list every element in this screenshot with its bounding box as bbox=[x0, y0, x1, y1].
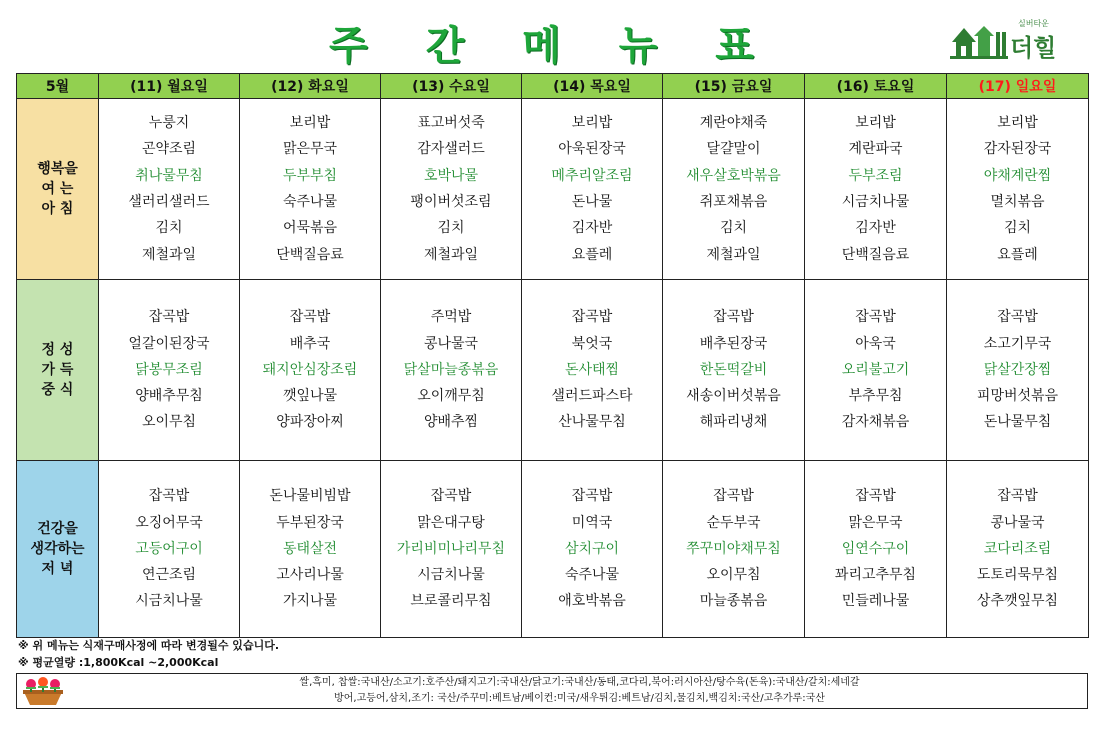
logo bbox=[950, 18, 1080, 64]
menu-item: 호박나물 bbox=[423, 167, 479, 184]
menu-item: 계란파국 bbox=[848, 141, 903, 158]
menu-item: 맑은대구탕 bbox=[417, 514, 485, 531]
menu-item: 잡곡밥 bbox=[571, 309, 613, 326]
menu-item: 고등어구이 bbox=[135, 540, 203, 557]
menu-item: 새우살호박볶음 bbox=[686, 167, 781, 184]
menu-item: 돼지안심장조림 bbox=[262, 361, 358, 378]
menu-item: 가지나물 bbox=[282, 593, 338, 610]
menu-item: 요플레 bbox=[997, 246, 1038, 263]
menu-item: 연근조림 bbox=[141, 567, 197, 584]
day-header: (15) 금요일 bbox=[663, 74, 805, 99]
menu-item: 맑은무국 bbox=[848, 514, 903, 531]
origin-text bbox=[77, 675, 1082, 707]
menu-cell bbox=[240, 461, 381, 638]
menu-item: 산나물무침 bbox=[558, 414, 626, 431]
menu-item: 돈나물 bbox=[571, 194, 613, 210]
menu-item: 김치 bbox=[719, 220, 748, 237]
menu-item: 소고기무국 bbox=[983, 335, 1052, 352]
menu-item: 코다리조림 bbox=[983, 540, 1052, 557]
menu-item: 김치 bbox=[1003, 220, 1032, 237]
menu-item: 잡곡밥 bbox=[148, 309, 190, 326]
menu-item: 아욱국 bbox=[855, 335, 896, 352]
menu-item: 얼갈이된장국 bbox=[128, 335, 210, 352]
menu-item: 잡곡밥 bbox=[713, 488, 754, 505]
menu-item: 동태살전 bbox=[282, 540, 338, 557]
day-header: (13) 수요일 bbox=[381, 74, 522, 99]
menu-item: 제철과일 bbox=[423, 246, 479, 263]
menu-item: 팽이버섯조림 bbox=[410, 194, 492, 210]
menu-item: 오이깨무침 bbox=[417, 388, 485, 405]
menu-item: 두부부침 bbox=[282, 167, 338, 184]
menu-cell bbox=[663, 461, 805, 638]
menu-item: 고사리나물 bbox=[276, 567, 344, 584]
menu-item: 배추국 bbox=[289, 335, 331, 352]
origin-info-box bbox=[16, 673, 1088, 709]
menu-item: 달걀말이 bbox=[706, 141, 761, 158]
menu-cell bbox=[240, 99, 381, 280]
menu-item: 멸치볶음 bbox=[990, 194, 1045, 210]
menu-cell bbox=[805, 99, 947, 280]
menu-item: 깻잎나물 bbox=[282, 388, 338, 405]
menu-cell bbox=[663, 280, 805, 461]
menu-item: 꽈리고추무침 bbox=[834, 567, 917, 584]
menu-item: 시금치나물 bbox=[841, 194, 910, 210]
menu-item: 잡곡밥 bbox=[713, 309, 754, 326]
month-cell: 5월 bbox=[17, 74, 99, 99]
page-title: 주 간 메 뉴 표 bbox=[329, 23, 776, 69]
menu-item: 순두부국 bbox=[706, 514, 761, 531]
menu-item: 보리밥 bbox=[289, 115, 331, 132]
menu-item: 마늘종볶음 bbox=[699, 593, 768, 610]
menu-cell bbox=[947, 99, 1089, 280]
menu-item: 표고버섯죽 bbox=[417, 115, 485, 132]
menu-item: 보리밥 bbox=[571, 115, 613, 132]
menu-item: 미역국 bbox=[571, 514, 613, 531]
menu-item: 감자된장국 bbox=[983, 141, 1052, 158]
meal-label: 건강을 생각하는 저 녁 bbox=[17, 461, 99, 638]
menu-item: 잡곡밥 bbox=[430, 488, 472, 505]
menu-item: 쭈꾸미야채무침 bbox=[686, 540, 781, 557]
dinner-row bbox=[17, 461, 1089, 638]
menu-item: 김자반 bbox=[855, 220, 896, 237]
day-header: (16) 토요일 bbox=[805, 74, 947, 99]
menu-item: 민들레나물 bbox=[841, 593, 910, 610]
menu-item: 애호박볶음 bbox=[558, 593, 626, 610]
menu-item: 보리밥 bbox=[855, 115, 896, 132]
menu-cell bbox=[381, 280, 522, 461]
menu-cell bbox=[381, 99, 522, 280]
menu-cell bbox=[947, 280, 1089, 461]
menu-item: 삼치구이 bbox=[564, 540, 620, 557]
menu-item: 오리불고기 bbox=[841, 361, 910, 378]
menu-item: 부추무침 bbox=[848, 388, 903, 405]
origin-line: 방어,고등어,삼치,조기: 국산/주꾸미:베트남/베이컨:미국/새우튀김:베트남/김치,물김치,백김치:국산/고추가루:국산 bbox=[334, 693, 825, 704]
notes bbox=[18, 637, 279, 671]
menu-item: 도토리묵무침 bbox=[976, 567, 1059, 584]
menu-item: 오이무침 bbox=[706, 567, 761, 584]
menu-cell bbox=[99, 461, 240, 638]
menu-item: 누룽지 bbox=[148, 115, 190, 132]
day-header: (12) 화요일 bbox=[240, 74, 381, 99]
menu-item: 닭살간장찜 bbox=[983, 361, 1052, 378]
menu-item: 주먹밥 bbox=[430, 309, 472, 326]
menu-item: 돈나물무침 bbox=[983, 414, 1052, 431]
menu-item: 상추깻잎무침 bbox=[976, 593, 1059, 610]
meal-label: 행복을 여 는 아 침 bbox=[17, 99, 99, 280]
menu-item: 양파장아찌 bbox=[276, 414, 344, 431]
menu-cell bbox=[381, 461, 522, 638]
menu-item: 시금치나물 bbox=[417, 567, 485, 584]
menu-item: 가리비미나리무침 bbox=[396, 540, 506, 557]
menu-item: 제철과일 bbox=[141, 246, 197, 263]
menu-item: 김치 bbox=[155, 220, 183, 237]
menu-item: 시금치나물 bbox=[135, 593, 203, 610]
menu-item: 돈사태찜 bbox=[564, 361, 620, 378]
menu-item: 잡곡밥 bbox=[571, 488, 613, 505]
menu-item: 오징어무국 bbox=[135, 514, 203, 531]
menu-item: 닭살마늘종볶음 bbox=[403, 361, 499, 378]
menu-item: 샐러리샐러드 bbox=[128, 194, 210, 210]
menu-cell bbox=[522, 461, 663, 638]
menu-item: 잡곡밥 bbox=[148, 488, 190, 505]
menu-item: 콩나물국 bbox=[990, 514, 1045, 531]
menu-cell bbox=[240, 280, 381, 461]
day-header-row bbox=[17, 74, 1089, 99]
menu-item: 감자샐러드 bbox=[417, 141, 485, 158]
menu-item: 메추리알조림 bbox=[551, 167, 633, 184]
menu-item: 보리밥 bbox=[997, 115, 1038, 132]
menu-item: 오이무침 bbox=[141, 414, 197, 431]
menu-item: 김치 bbox=[437, 220, 465, 237]
menu-item: 요플레 bbox=[571, 246, 613, 263]
menu-item: 북엇국 bbox=[571, 335, 613, 352]
menu-item: 양배추찜 bbox=[423, 414, 479, 431]
menu-item: 콩나물국 bbox=[423, 335, 479, 352]
menu-cell bbox=[663, 99, 805, 280]
menu-item: 김자반 bbox=[571, 220, 613, 237]
menu-item: 피망버섯볶음 bbox=[976, 388, 1059, 405]
note-calories: ※ 평균열량 :1,800Kcal ~2,000Kcal bbox=[18, 656, 219, 669]
menu-cell bbox=[947, 461, 1089, 638]
menu-item: 쥐포채볶음 bbox=[699, 194, 768, 210]
menu-item: 숙주나물 bbox=[282, 194, 338, 210]
menu-item: 브로콜리무침 bbox=[410, 593, 492, 610]
menu-item: 제철과일 bbox=[706, 246, 761, 263]
menu-item: 샐러드파스타 bbox=[551, 388, 633, 405]
menu-item: 잡곡밥 bbox=[997, 309, 1038, 326]
menu-item: 잡곡밥 bbox=[289, 309, 331, 326]
origin-line: 쌀,흑미, 찹쌀:국내산/소고기:호주산/돼지고기:국내산/닭고기:국내산/동태,코다리,북어:러시아산/탕수육(돈육):국내산/갈치:세네갈 bbox=[299, 677, 860, 688]
menu-item: 단백질음료 bbox=[276, 246, 344, 263]
menu-item: 맑은무국 bbox=[282, 141, 338, 158]
logo-subtitle: 실버타운 bbox=[1018, 19, 1049, 28]
day-header: (14) 목요일 bbox=[522, 74, 663, 99]
menu-item: 해파리냉채 bbox=[699, 414, 768, 431]
menu-cell bbox=[805, 461, 947, 638]
menu-item: 숙주나물 bbox=[564, 567, 620, 584]
menu-item: 돈나물비빔밥 bbox=[269, 488, 351, 505]
menu-item: 어묵볶음 bbox=[282, 220, 338, 237]
menu-item: 단백질음료 bbox=[841, 246, 910, 263]
menu-item: 양배추무침 bbox=[135, 388, 203, 405]
menu-cell bbox=[522, 99, 663, 280]
note-change: ※ 위 메뉴는 식재구매사정에 따라 변경될수 있습니다. bbox=[18, 639, 279, 652]
weekly-menu-table bbox=[16, 73, 1089, 638]
menu-item: 한돈떡갈비 bbox=[699, 361, 768, 378]
lunch-row bbox=[17, 280, 1089, 461]
meal-label: 정 성 가 득 중 식 bbox=[17, 280, 99, 461]
menu-item: 곤약조림 bbox=[141, 141, 197, 158]
menu-item: 닭봉무조림 bbox=[135, 361, 203, 378]
menu-item: 야채계란찜 bbox=[983, 167, 1052, 184]
menu-item: 계란야채죽 bbox=[699, 115, 768, 132]
menu-item: 잡곡밥 bbox=[855, 309, 896, 326]
menu-item: 아욱된장국 bbox=[558, 141, 626, 158]
menu-cell bbox=[99, 280, 240, 461]
breakfast-row bbox=[17, 99, 1089, 280]
menu-item: 새송이버섯볶음 bbox=[686, 388, 781, 405]
menu-item: 두부된장국 bbox=[276, 514, 344, 531]
logo-name: 더힐 bbox=[1010, 34, 1057, 62]
menu-item: 잡곡밥 bbox=[855, 488, 896, 505]
menu-item: 취나물무침 bbox=[135, 167, 203, 184]
menu-cell bbox=[99, 99, 240, 280]
menu-item: 배추된장국 bbox=[699, 335, 768, 352]
menu-item: 두부조림 bbox=[848, 167, 903, 184]
menu-cell bbox=[805, 280, 947, 461]
house-logo-icon bbox=[950, 22, 1008, 60]
menu-item: 임연수구이 bbox=[841, 540, 910, 557]
menu-item: 잡곡밥 bbox=[997, 488, 1038, 505]
day-header-sunday: (17) 일요일 bbox=[947, 74, 1089, 99]
flower-pot-icon bbox=[20, 676, 66, 706]
menu-item: 감자채볶음 bbox=[841, 414, 910, 431]
day-header: (11) 월요일 bbox=[99, 74, 240, 99]
menu-cell bbox=[522, 280, 663, 461]
